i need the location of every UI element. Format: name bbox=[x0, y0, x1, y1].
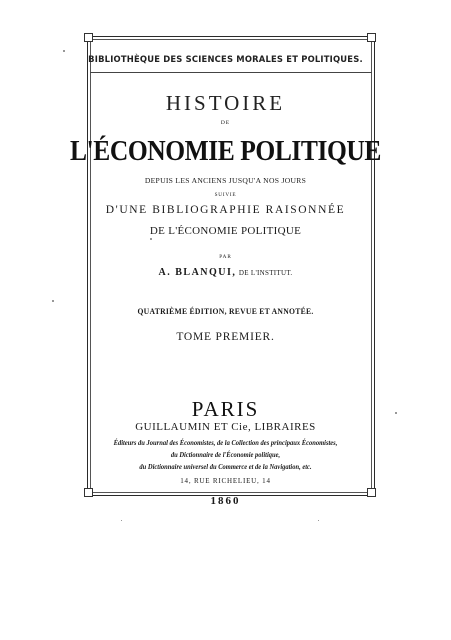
publisher-description: Éditeurs du Journal des Économistes, de la Collection des principaux Économistes, bbox=[113, 438, 338, 447]
header-divider bbox=[90, 72, 372, 73]
scan-speck bbox=[318, 520, 319, 521]
author-line bbox=[0, 267, 451, 278]
publication-year: 1860 bbox=[210, 495, 241, 507]
by-label: PAR bbox=[219, 254, 232, 260]
main-title: L'ÉCONOMIE POLITIQUE bbox=[70, 135, 381, 167]
volume-label: TOME PREMIER. bbox=[176, 331, 275, 343]
city-imprint: PARIS bbox=[191, 397, 260, 421]
subtitle: DEPUIS LES ANCIENS JUSQU'A NOS JOURS bbox=[144, 176, 307, 185]
publisher-address: 14, RUE RICHELIEU, 14 bbox=[180, 477, 271, 485]
scan-speck bbox=[395, 412, 397, 414]
publisher-description: du Dictionnaire universel du Commerce et de la Navigation, etc. bbox=[139, 462, 312, 471]
suivie-label: SUIVIE bbox=[214, 192, 237, 198]
publisher-name: GUILLAUMIN ET Cie, LIBRAIRES bbox=[135, 421, 316, 433]
scan-speck bbox=[63, 50, 65, 52]
series-title: BIBLIOTHÈQUE DES SCIENCES MORALES ET POLITIQUES. bbox=[88, 54, 363, 64]
title-histoire: HISTOIRE bbox=[165, 91, 286, 115]
border-corner-ornament bbox=[367, 33, 376, 42]
title-connector: DE bbox=[220, 120, 231, 126]
author-affiliation: DE L'INSTITUT. bbox=[238, 269, 293, 277]
bibliography-subtitle: DE L'ÉCONOMIE POLITIQUE bbox=[149, 225, 302, 237]
border-corner-ornament bbox=[84, 33, 93, 42]
author-name: A. BLANQUI, bbox=[158, 267, 237, 278]
scan-speck bbox=[52, 300, 54, 302]
publisher-description: du Dictionnaire de l'Économie politique, bbox=[170, 450, 281, 459]
scan-speck bbox=[121, 520, 122, 521]
bibliography-title: D'UNE BIBLIOGRAPHIE RAISONNÉE bbox=[105, 204, 346, 216]
edition-statement: QUATRIÈME ÉDITION, REVUE ET ANNOTÉE. bbox=[137, 306, 314, 316]
scan-speck bbox=[150, 238, 152, 240]
